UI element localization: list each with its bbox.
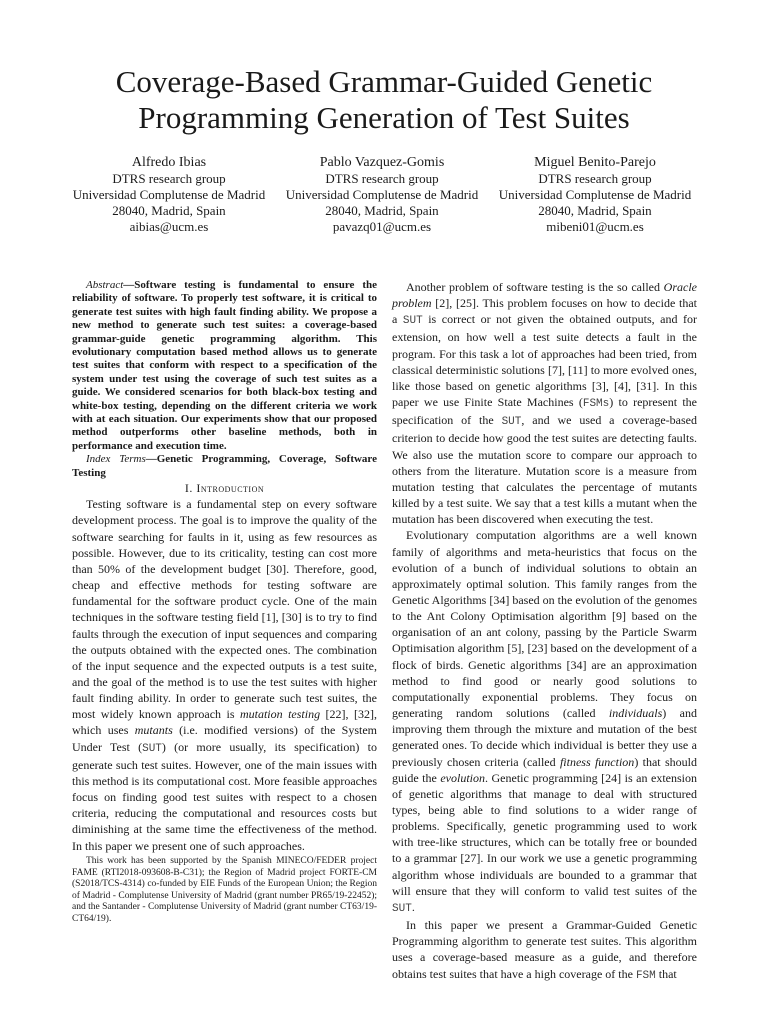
text-run: Another problem of software testing is the so called: [406, 280, 664, 294]
intro-paragraph-1: [72, 496, 377, 853]
emphasis: mutants: [134, 723, 173, 738]
text-run: 50%: [98, 561, 121, 576]
author-affiliation: Universidad Complutense de Madrid: [72, 187, 266, 202]
text-run: In this paper we present a Grammar-Guided Genetic Programming algorithm to generate test suites. This algorithm uses a coverage-based measure as a guide, and therefore obtains test suites that have a high coverage of the: [392, 918, 697, 981]
emphasis: mutation testing: [239, 707, 321, 722]
emphasis: evolution: [440, 770, 485, 785]
emphasis: fitness function: [559, 754, 635, 769]
author-name: Pablo Vazquez-Gomis: [319, 155, 445, 170]
text-run: ) to represent the specification of the: [392, 395, 697, 428]
text-run: [2], [25]. This problem focuses on how to decide that a: [392, 296, 697, 327]
author-address: 28040, Madrid, Spain: [112, 203, 226, 218]
abstract: [72, 279, 377, 453]
text-run: is correct or not given the obtained outputs, and for extension, on how well a test suite detects a fault in the program. For this task a lot of approaches had been tried, from classical deterministic solutions [7], [11] to more evolved ones, like those based on genetic algorithms [3], [4], [31]. In this paper we use Finite State Machines (: [392, 312, 698, 410]
index-terms-text: —Genetic Programming, Coverage, Software Testing: [72, 453, 377, 479]
emphasis: individuals: [608, 706, 663, 721]
author-group: DTRS research group: [538, 171, 652, 186]
right-paragraph-1: [392, 279, 697, 527]
right-paragraph-3: [392, 917, 697, 984]
code-term: FSM: [635, 969, 656, 982]
author-address: 28040, Madrid, Spain: [325, 203, 439, 218]
text-run: that: [655, 966, 677, 981]
index-terms: [72, 453, 377, 480]
author-3: [490, 154, 700, 235]
author-address: 28040, Madrid, Spain: [538, 203, 652, 218]
text-run: , and we used a coverage-based criterion to decide how good the test suites are detecting faults. We also use the mutation score to compare our approach to others from the literature. Mutation score is a measure from mutation testing that calculates the percentage of mutants killed by a test suite. We say that a test kills a mutant when the mutation has been discovered when executing the test.: [392, 413, 697, 527]
text-run: .: [411, 899, 415, 914]
code-term: FSMs: [582, 398, 610, 411]
code-term: SUT: [392, 902, 412, 915]
text-run: . Genetic programming [24] is an extension of genetic algorithms that manage to deal with structured types, being able to find solutions to a wider range of problems. Specifically, genetic programming used to work with tree-like structures, which can be totally free or bounded to a grammar [27]. In our work we use a genetic programming algorithm whose individuals are bounded to a grammar that will ensure that they will conform to valid test suites of the: [392, 770, 697, 898]
emphasis: Oracle problem: [392, 280, 697, 311]
left-column: [72, 279, 377, 854]
code-term: SUT: [501, 416, 522, 429]
code-term: SUT: [142, 742, 162, 755]
author-name: Alfredo Ibias: [131, 155, 207, 170]
author-1: [64, 154, 274, 235]
text-run: ) and improving them through the mixture and mutation of the best generated ones. To decide which individual is better they use a previously chosen criteria (called: [392, 706, 697, 769]
right-column: [392, 279, 697, 984]
code-term: SUT: [402, 315, 423, 328]
section-number: I.: [184, 481, 193, 496]
text-run: (i.e. modified versions) of the System Under Test (: [72, 723, 377, 754]
index-terms-label: Index Terms: [86, 453, 146, 466]
right-paragraph-2: [392, 527, 697, 917]
author-group: DTRS research group: [112, 171, 226, 186]
author-affiliation: Universidad Complutense de Madrid: [498, 187, 692, 202]
section-title: Introduction: [196, 481, 265, 496]
section-heading: [72, 480, 377, 496]
abstract-label: Abstract: [86, 279, 124, 291]
author-email: pavazq01@ucm.es: [332, 219, 432, 234]
text-run: ) that should guide the: [392, 754, 697, 785]
text-run: Evolutionary computation algorithms are a well known family of algorithms and meta-heuristics that focus on the evolution of a bunch of individual solutions to obtain an approximately optimal solution. This family ranges from the Genetic Algorithms [34] based on the evolution of the genomes to the Ant Colony Optimisation algorithm [9] based on the organisation of an ant colony, passing by the Particle Swarm Optimisation algorithm [5], [23] based on the development of a flock of birds. Genetic algorithms [34] are an approximation method to find good or nearly good solutions to computationally exponential problems. They focus on generating random solutions (called: [392, 528, 697, 721]
author-group: DTRS research group: [325, 171, 439, 186]
footnote: This work has been supported by the Spanish MINECO/FEDER project FAME (RTI2018-093608-B-C31); the Region of Madrid project FORTE-CM (S2018/TCS-4314) co-funded by EIE Funds of the European Union; the Region of Madrid - Complutense University of Madrid (grant number PR65/19-22452); and the Santander - Complutense University of Madrid (grant number CT63/19-CT64/19).: [72, 856, 377, 924]
abstract-text: —Software testing is fundamental to ensure the reliability of software. To properly test software, it is critical to generate test suites with high fault finding ability. We propose a new method to generate such test suites: a coverage-based grammar-guide genetic programming algorithm. This evolutionary computation based method allows us to generate test suites that conform with respect to a specification of the system under test using the coverage of such test suites as a guide. We considered scenarios for both black-box testing and white-box testing, depending on the different criteria we work with at each situation. Our experiments show that our proposed method outperforms other baseline methods, both in performance and execution time.: [72, 279, 377, 452]
text-run: Testing software is a fundamental step on every software development process. The goal is to improve the quality of the software searching for faults in it, using as few resources as possible. However, due to its criticality, testing can cost more than: [72, 497, 377, 576]
author-email: mibeni01@ucm.es: [546, 219, 644, 234]
text-run: of the development budget [30]. Therefore, good, cheap and effective methods for testing software are fundamental for the software product cycle. One of the main techniques in the software testing field [1], [30] is to try to find faults through the execution of input sequences and comparing the outputs obtained with the expected ones. The combination of the input sequence and the expected outputs is a test suite, and the goal of the method is to use the test suites with higher fault finding ability. In order to generate such test suites, the most widely known approach is: [72, 561, 377, 722]
author-email: aibias@ucm.es: [129, 219, 209, 234]
author-name: Miguel Benito-Parejo: [534, 155, 656, 170]
text-run: [22], [32], which uses: [72, 707, 377, 738]
author-affiliation: Universidad Complutense de Madrid: [285, 187, 479, 202]
author-2: [277, 154, 487, 235]
text-run: ) (or more usually, its specification) to generate such test suites. However, one of the main issues with this method is its computational cost. More feasible approaches focus on finding good test suites with respect to a chosen criteria, reducing the computational and resources costs but diminishing at the same time the effectiveness of the method. In this paper we present one of such approaches.: [72, 739, 377, 853]
paper-title: Coverage-Based Grammar-Guided Genetic Programming Generation of Test Suites: [115, 64, 653, 135]
